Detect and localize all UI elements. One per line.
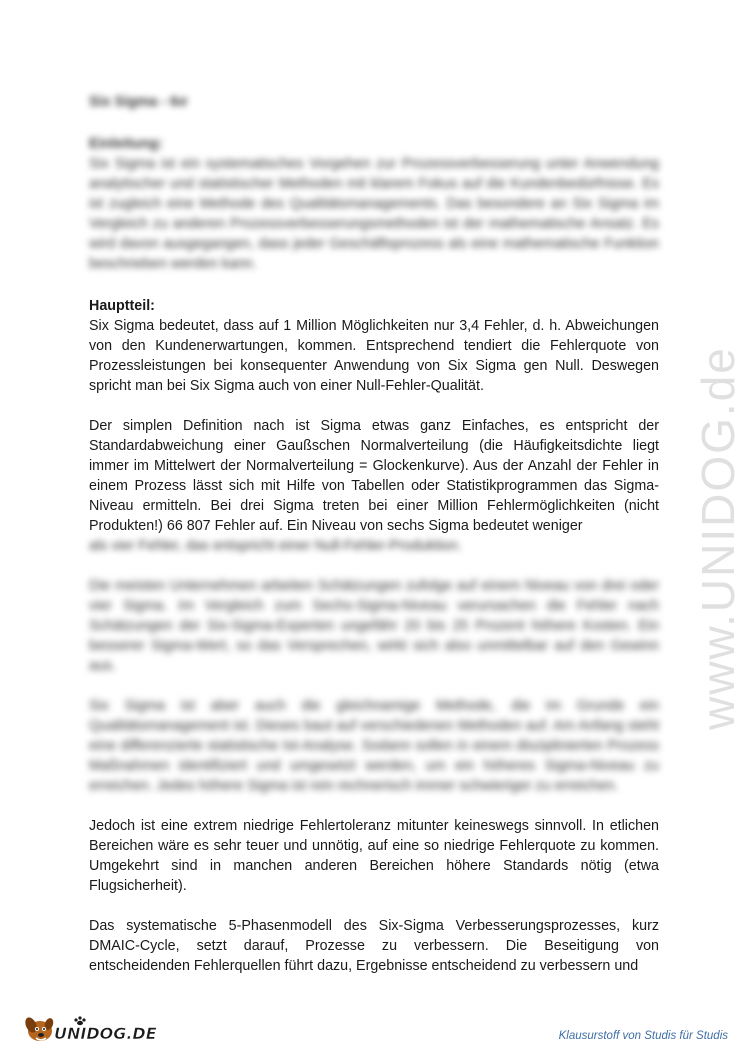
main-paragraph-5: Jedoch ist eine extrem niedrige Fehlertoleranz mitunter keineswegs sinnvoll. In etlichen Bereichen wäre es sehr teuer und unnötig, auf eine so niedrige Fehlerquote zu kommen. Umgekehrt sind in manchen anderen Bereichen höhere Standards nötig (etwa Flugsicherheit). xyxy=(89,818,659,894)
main-paragraph-2: Der simplen Definition nach ist Sigma etwas ganz Einfaches, es entspricht der Standardabweichung einer Gaußschen Normalverteilung (die Häufigkeitsdichte liegt immer im Mittelwert der Normalverteilung = Glockenkurve). Aus der Anzahl der Fehler in einem Prozess lässt sich mit Hilfe von Tabellen oder Statistikprogrammen das Sigma-Niveau ermitteln. Bei drei Sigma treten bei einer Million Fehlermöglichkeiten (nicht Produkten!) 66 807 Fehler auf. Ein Niveau von sechs Sigma bedeutet weniger xyxy=(89,418,659,534)
unidog-logo[interactable] xyxy=(20,1010,170,1046)
footer-tagline: Klausurstoff von Studis für Studis xyxy=(558,1030,728,1042)
watermark-text: www.UNIDOG.de xyxy=(692,346,744,730)
dog-icon xyxy=(23,1016,55,1041)
intro-heading: Einleitung: xyxy=(89,136,163,152)
logo-text: UNIDOG.DE xyxy=(54,1024,157,1043)
main-paragraph-2-blurred: als vier Fehler, das entspricht einer Null-Fehler-Produktion. xyxy=(89,538,462,554)
main-heading: Hauptteil: xyxy=(89,298,155,314)
watermark-graphic xyxy=(676,275,750,735)
main-paragraph-4: Six Sigma ist aber auch die gleichnamige Methode, die im Grunde ein Qualitätsmanagement ist. Dieses baut auf verschiedenen Methoden auf. Am Anfang steht eine differenzierte statistische Ist-Analyse. Sodann sollen in einem disziplinierten Prozess Maßnahmen identifiziert und umgesetzt werden, um ein höheres Sigma-Niveau zu erreichen. Jedes höhere Sigma ist rein rechnerisch immer schwieriger zu erreichen. xyxy=(89,698,659,794)
intro-paragraph: Six Sigma ist ein systematisches Vorgehen zur Prozessverbesserung unter Anwendung analytischer und statistischer Methoden mit klarem Fokus auf die Kundenbedürfnisse. Es ist zugleich eine Methode des Qualitätsmanagements. Das besondere an Six Sigma im Vergleich zu anderen Prozessverbesserungsmethoden ist der mathematische Ansatz. Es wird davon ausgegangen, dass jeder Geschäftsprozess als eine mathematische Funktion beschrieben werden kann. xyxy=(89,156,659,272)
logo-graphic xyxy=(20,1010,170,1046)
main-paragraph-6: Das systematische 5-Phasenmodell des Six-Sigma Verbesserungsprozesses, kurz DMAIC-Cycle, setzt darauf, Prozesse zu verbessern. Die Beseitigung von entscheidenden Fehlerquellen führt dazu, Ergebnisse entscheidend zu verbessern und xyxy=(89,918,659,974)
document-body xyxy=(89,92,659,976)
main-paragraph-3: Die meisten Unternehmen arbeiten Schätzungen zufolge auf einem Niveau von drei oder vier Sigma. Im Vergleich zum Sechs-Sigma-Niveau verursachen die Fehler nach Schätzungen der Six-Sigma-Experten ungefähr 20 bis 25 Prozent höhere Kosten. Ein besserer Sigma-Wert, so das Versprechen, wirkt sich also unmittelbar auf den Gewinn aus. xyxy=(89,578,659,674)
watermark xyxy=(676,275,750,735)
main-paragraph-1: Six Sigma bedeutet, dass auf 1 Million Möglichkeiten nur 3,4 Fehler, d. h. Abweichungen von den Kundenerwartungen, kommen. Entsprechend tendiert die Fehlerquote von Prozessleistungen bei konsequenter Anwendung von Six Sigma gen Null. Deswegen spricht man bei Six Sigma auch von einer Null-Fehler-Qualität. xyxy=(89,318,659,394)
document-title: Six Sigma - 6σ xyxy=(89,94,188,110)
